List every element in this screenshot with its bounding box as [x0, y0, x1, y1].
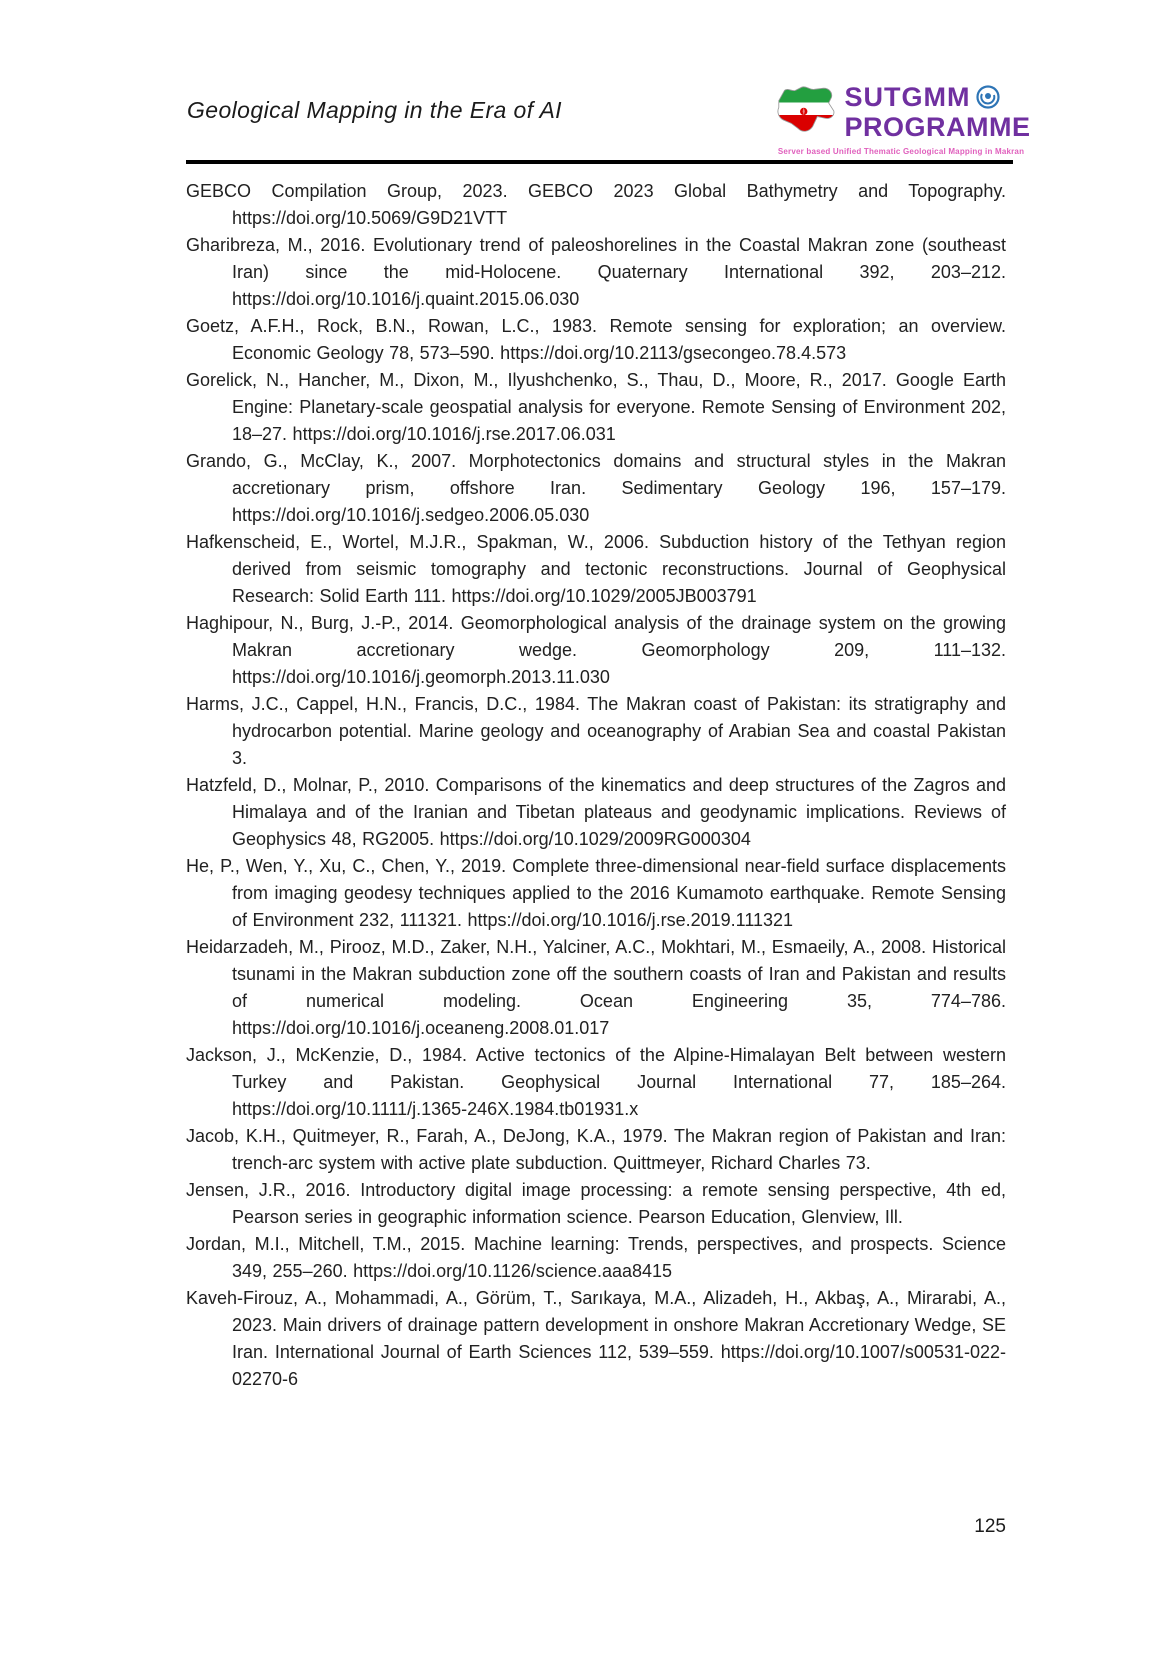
document-title: Geological Mapping in the Era of AI — [187, 97, 562, 123]
logo-title: SUTGMM — [844, 81, 971, 112]
logo-subtitle: PROGRAMME — [844, 111, 1031, 142]
references-list — [186, 178, 1006, 1393]
reference-item: Hafkenscheid, E., Wortel, M.J.R., Spakman, W., 2006. Subduction history of the Tethyan region derived from seismic tomography and tectonic reconstructions. Journal of Geophysical Research: Solid Earth 111. https://doi.org/10.1029/2005JB003791 — [186, 532, 1006, 606]
reference-item: Gorelick, N., Hancher, M., Dixon, M., Ilyushchenko, S., Thau, D., Moore, R., 2017. Google Earth Engine: Planetary-scale geospatial analysis for everyone. Remote Sensing of Environment 202, 18–27. https://doi.org/10.1016/j.rse.2017.06.031 — [186, 370, 1006, 444]
reference-item: Goetz, A.F.H., Rock, B.N., Rowan, L.C., 1983. Remote sensing for exploration; an overview. Economic Geology 78, 573–590. https://doi.org/10.2113/gsecongeo.78.4.573 — [186, 316, 1006, 363]
reference-item: Jordan, M.I., Mitchell, T.M., 2015. Machine learning: Trends, perspectives, and prospects. Science 349, 255–260. https://doi.org/10.1126/science.aaa8415 — [186, 1234, 1006, 1281]
reference-item: Kaveh-Firouz, A., Mohammadi, A., Görüm, T., Sarıkaya, M.A., Alizadeh, H., Akbaş, A., Mirarabi, A., 2023. Main drivers of drainage pattern development in onshore Makran Accretionary Wedge, SE Iran. International Journal of Earth Sciences 112, 539–559. https://doi.org/10.1007/s00531-022-02270-6 — [186, 1288, 1006, 1389]
logo-tagline: Server based Unified Thematic Geological Mapping in Makran — [777, 147, 1025, 156]
reference-item: Harms, J.C., Cappel, H.N., Francis, D.C., 1984. The Makran coast of Pakistan: its stratigraphy and hydrocarbon potential. Marine geology and oceanography of Arabian Sea and coastal Pakistan 3. — [186, 694, 1006, 768]
reference-item: Jacob, K.H., Quitmeyer, R., Farah, A., DeJong, K.A., 1979. The Makran region of Pakistan and Iran: trench-arc system with active plate subduction. Quittmeyer, Richard Charles 73. — [186, 1126, 1006, 1173]
logo — [777, 81, 1031, 156]
page-number: 125 — [974, 1516, 1006, 1537]
reference-item: Gharibreza, M., 2016. Evolutionary trend of paleoshorelines in the Coastal Makran zone (southeast Iran) since the mid-Holocene. Quaternary International 392, 203–212. https://doi.org/10.1016/j.quaint.2015.06.030 — [186, 235, 1006, 309]
reference-item: Jensen, J.R., 2016. Introductory digital image processing: a remote sensing perspective, 4th ed, Pearson series in geographic information science. Pearson Education, Glenview, Ill. — [186, 1180, 1006, 1227]
logo-wordmark — [844, 81, 1031, 142]
reference-item: Haghipour, N., Burg, J.-P., 2014. Geomorphological analysis of the drainage system on the growing Makran accretionary wedge. Geomorphology 209, 111–132. https://doi.org/10.1016/j.geomorph.2013.11.030 — [186, 613, 1006, 687]
reference-item: GEBCO Compilation Group, 2023. GEBCO 2023 Global Bathymetry and Topography. https://doi.org/10.5069/G9D21VTT — [186, 181, 1006, 228]
reference-item: Hatzfeld, D., Molnar, P., 2010. Comparisons of the kinematics and deep structures of the Zagros and Himalaya and of the Iranian and Tibetan plateaus and geodynamic implications. Reviews of Geophysics 48, RG2005. https://doi.org/10.1029/2009RG000304 — [186, 775, 1006, 849]
reference-item: Heidarzadeh, M., Pirooz, M.D., Zaker, N.H., Yalciner, A.C., Mokhtari, M., Esmaeily, A., 2008. Historical tsunami in the Makran subduction zone off the southern coasts of Iran and Pakistan and results of numerical modeling. Ocean Engineering 35, 774–786. https://doi.org/10.1016/j.oceaneng.2008.01.017 — [186, 937, 1006, 1038]
reference-item: Jackson, J., McKenzie, D., 1984. Active tectonics of the Alpine-Himalayan Belt between western Turkey and Pakistan. Geophysical Journal International 77, 185–264. https://doi.org/10.1111/j.1365-246X.1984.tb01931.x — [186, 1045, 1006, 1119]
globe-icon — [976, 85, 1000, 109]
reference-item: He, P., Wen, Y., Xu, C., Chen, Y., 2019. Complete three-dimensional near-field surface displacements from imaging geodesy techniques applied to the 2016 Kumamoto earthquake. Remote Sensing of Environment 232, 111321. https://doi.org/10.1016/j.rse.2019.111321 — [186, 856, 1006, 930]
reference-item: Grando, G., McClay, K., 2007. Morphotectonics domains and structural styles in the Makran accretionary prism, offshore Iran. Sedimentary Geology 196, 157–179. https://doi.org/10.1016/j.sedgeo.2006.05.030 — [186, 451, 1006, 525]
logo-main — [772, 82, 1031, 142]
iran-map-icon — [772, 82, 840, 142]
header-rule — [186, 160, 1013, 164]
